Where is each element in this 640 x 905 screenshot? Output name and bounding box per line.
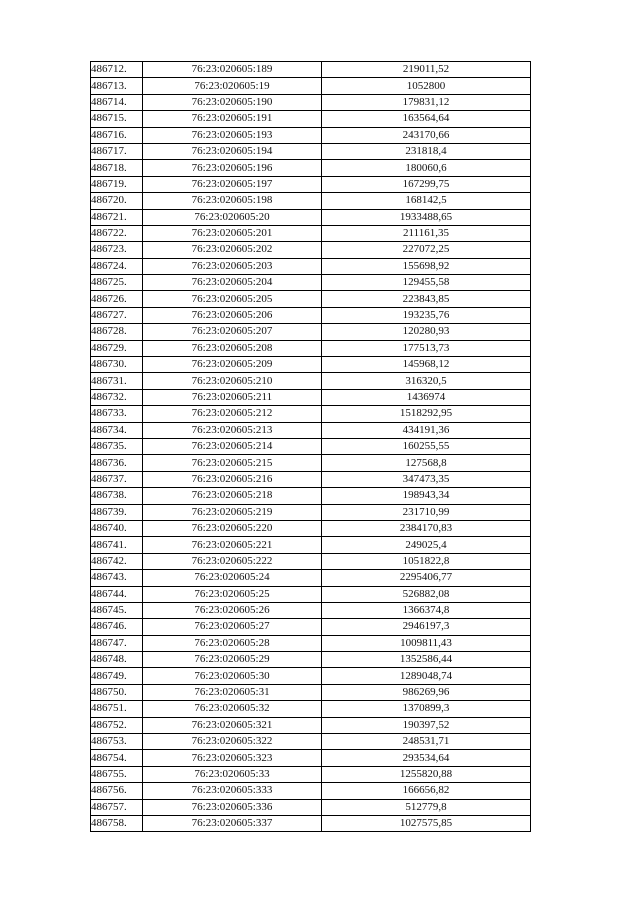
cadastral-number-cell: 76:23:020605:216 xyxy=(143,471,322,487)
table-row xyxy=(91,471,531,487)
row-number-cell: 486753. xyxy=(91,734,143,750)
table-row xyxy=(91,520,531,536)
row-number-cell: 486716. xyxy=(91,127,143,143)
cadastral-number-cell: 76:23:020605:323 xyxy=(143,750,322,766)
table-row xyxy=(91,62,531,78)
value-cell: 179831,12 xyxy=(322,94,531,110)
value-cell: 163564,64 xyxy=(322,111,531,127)
cadastral-number-cell: 76:23:020605:220 xyxy=(143,520,322,536)
value-cell: 1352586,44 xyxy=(322,652,531,668)
value-cell: 243170,66 xyxy=(322,127,531,143)
row-number-cell: 486755. xyxy=(91,766,143,782)
row-number-cell: 486734. xyxy=(91,422,143,438)
cadastral-number-cell: 76:23:020605:193 xyxy=(143,127,322,143)
table-row xyxy=(91,176,531,192)
value-cell: 231710,99 xyxy=(322,504,531,520)
value-cell: 166656,82 xyxy=(322,783,531,799)
value-cell: 293534,64 xyxy=(322,750,531,766)
row-number-cell: 486743. xyxy=(91,570,143,586)
table-row xyxy=(91,225,531,241)
table-row xyxy=(91,291,531,307)
row-number-cell: 486745. xyxy=(91,602,143,618)
row-number-cell: 486754. xyxy=(91,750,143,766)
value-cell: 227072,25 xyxy=(322,242,531,258)
row-number-cell: 486736. xyxy=(91,455,143,471)
cadastral-number-cell: 76:23:020605:28 xyxy=(143,635,322,651)
cadastral-number-cell: 76:23:020605:322 xyxy=(143,734,322,750)
row-number-cell: 486737. xyxy=(91,471,143,487)
cadastral-number-cell: 76:23:020605:212 xyxy=(143,406,322,422)
row-number-cell: 486724. xyxy=(91,258,143,274)
table-row xyxy=(91,143,531,159)
cadastral-number-cell: 76:23:020605:196 xyxy=(143,160,322,176)
row-number-cell: 486712. xyxy=(91,62,143,78)
value-cell: 120280,93 xyxy=(322,324,531,340)
value-cell: 249025,4 xyxy=(322,537,531,553)
cadastral-number-cell: 76:23:020605:197 xyxy=(143,176,322,192)
value-cell: 223843,85 xyxy=(322,291,531,307)
row-number-cell: 486733. xyxy=(91,406,143,422)
cadastral-number-cell: 76:23:020605:215 xyxy=(143,455,322,471)
row-number-cell: 486757. xyxy=(91,799,143,815)
table-row xyxy=(91,406,531,422)
value-cell: 198943,34 xyxy=(322,488,531,504)
value-cell: 248531,71 xyxy=(322,734,531,750)
cadastral-number-cell: 76:23:020605:25 xyxy=(143,586,322,602)
value-cell: 2946197,3 xyxy=(322,619,531,635)
value-cell: 1052800 xyxy=(322,78,531,94)
value-cell: 219011,52 xyxy=(322,62,531,78)
cadastral-number-cell: 76:23:020605:204 xyxy=(143,275,322,291)
cadastral-number-cell: 76:23:020605:206 xyxy=(143,307,322,323)
row-number-cell: 486727. xyxy=(91,307,143,323)
table-row xyxy=(91,422,531,438)
value-cell: 1933488,65 xyxy=(322,209,531,225)
table-row xyxy=(91,504,531,520)
cadastral-number-cell: 76:23:020605:30 xyxy=(143,668,322,684)
value-cell: 1366374,8 xyxy=(322,602,531,618)
table-row xyxy=(91,553,531,569)
cadastral-number-cell: 76:23:020605:333 xyxy=(143,783,322,799)
value-cell: 211161,35 xyxy=(322,225,531,241)
value-cell: 1436974 xyxy=(322,389,531,405)
value-cell: 1027575,85 xyxy=(322,815,531,831)
table-row xyxy=(91,734,531,750)
cadastral-number-cell: 76:23:020605:26 xyxy=(143,602,322,618)
value-cell: 160255,55 xyxy=(322,438,531,454)
value-cell: 168142,5 xyxy=(322,193,531,209)
table-row xyxy=(91,389,531,405)
cadastral-number-cell: 76:23:020605:218 xyxy=(143,488,322,504)
table-row xyxy=(91,799,531,815)
table-row xyxy=(91,586,531,602)
cadastral-number-cell: 76:23:020605:336 xyxy=(143,799,322,815)
row-number-cell: 486715. xyxy=(91,111,143,127)
table-row xyxy=(91,455,531,471)
row-number-cell: 486742. xyxy=(91,553,143,569)
value-cell: 1051822,8 xyxy=(322,553,531,569)
table-row xyxy=(91,357,531,373)
value-cell: 1289048,74 xyxy=(322,668,531,684)
row-number-cell: 486720. xyxy=(91,193,143,209)
cadastral-number-cell: 76:23:020605:213 xyxy=(143,422,322,438)
row-number-cell: 486722. xyxy=(91,225,143,241)
table-row xyxy=(91,324,531,340)
cadastral-number-cell: 76:23:020605:203 xyxy=(143,258,322,274)
row-number-cell: 486749. xyxy=(91,668,143,684)
row-number-cell: 486729. xyxy=(91,340,143,356)
table-row xyxy=(91,537,531,553)
cadastral-number-cell: 76:23:020605:337 xyxy=(143,815,322,831)
cadastral-number-cell: 76:23:020605:201 xyxy=(143,225,322,241)
value-cell: 434191,36 xyxy=(322,422,531,438)
row-number-cell: 486723. xyxy=(91,242,143,258)
table-row xyxy=(91,635,531,651)
row-number-cell: 486730. xyxy=(91,357,143,373)
table-row xyxy=(91,684,531,700)
table-row xyxy=(91,160,531,176)
cadastral-number-cell: 76:23:020605:194 xyxy=(143,143,322,159)
value-cell: 2384170,83 xyxy=(322,520,531,536)
table-row xyxy=(91,602,531,618)
row-number-cell: 486750. xyxy=(91,684,143,700)
row-number-cell: 486717. xyxy=(91,143,143,159)
value-cell: 1255820,88 xyxy=(322,766,531,782)
table-row xyxy=(91,783,531,799)
cadastral-number-cell: 76:23:020605:214 xyxy=(143,438,322,454)
table-row xyxy=(91,78,531,94)
table-row xyxy=(91,127,531,143)
cadastral-number-cell: 76:23:020605:19 xyxy=(143,78,322,94)
table-row xyxy=(91,258,531,274)
value-cell: 190397,52 xyxy=(322,717,531,733)
row-number-cell: 486721. xyxy=(91,209,143,225)
value-cell: 177513,73 xyxy=(322,340,531,356)
table-row xyxy=(91,652,531,668)
cadastral-number-cell: 76:23:020605:29 xyxy=(143,652,322,668)
row-number-cell: 486725. xyxy=(91,275,143,291)
cadastral-number-cell: 76:23:020605:210 xyxy=(143,373,322,389)
row-number-cell: 486728. xyxy=(91,324,143,340)
value-cell: 986269,96 xyxy=(322,684,531,700)
value-cell: 193235,76 xyxy=(322,307,531,323)
table-row xyxy=(91,668,531,684)
table-row xyxy=(91,750,531,766)
value-cell: 512779,8 xyxy=(322,799,531,815)
cadastral-number-cell: 76:23:020605:31 xyxy=(143,684,322,700)
table-row xyxy=(91,275,531,291)
value-cell: 127568,8 xyxy=(322,455,531,471)
cadastral-number-cell: 76:23:020605:24 xyxy=(143,570,322,586)
cadastral-number-cell: 76:23:020605:207 xyxy=(143,324,322,340)
row-number-cell: 486756. xyxy=(91,783,143,799)
table-row xyxy=(91,570,531,586)
table-row xyxy=(91,94,531,110)
table-row xyxy=(91,815,531,831)
cadastral-number-cell: 76:23:020605:27 xyxy=(143,619,322,635)
value-cell: 316320,5 xyxy=(322,373,531,389)
cadastral-number-cell: 76:23:020605:189 xyxy=(143,62,322,78)
row-number-cell: 486714. xyxy=(91,94,143,110)
row-number-cell: 486752. xyxy=(91,717,143,733)
row-number-cell: 486747. xyxy=(91,635,143,651)
cadastral-table xyxy=(90,61,531,832)
table-row xyxy=(91,209,531,225)
table-row xyxy=(91,373,531,389)
value-cell: 1518292,95 xyxy=(322,406,531,422)
value-cell: 167299,75 xyxy=(322,176,531,192)
table-row xyxy=(91,717,531,733)
cadastral-number-cell: 76:23:020605:190 xyxy=(143,94,322,110)
table-row xyxy=(91,111,531,127)
value-cell: 1009811,43 xyxy=(322,635,531,651)
cadastral-number-cell: 76:23:020605:32 xyxy=(143,701,322,717)
row-number-cell: 486713. xyxy=(91,78,143,94)
row-number-cell: 486738. xyxy=(91,488,143,504)
row-number-cell: 486718. xyxy=(91,160,143,176)
value-cell: 231818,4 xyxy=(322,143,531,159)
value-cell: 145968,12 xyxy=(322,357,531,373)
cadastral-number-cell: 76:23:020605:198 xyxy=(143,193,322,209)
cadastral-number-cell: 76:23:020605:219 xyxy=(143,504,322,520)
cadastral-number-cell: 76:23:020605:20 xyxy=(143,209,322,225)
table-row xyxy=(91,619,531,635)
cadastral-number-cell: 76:23:020605:202 xyxy=(143,242,322,258)
row-number-cell: 486732. xyxy=(91,389,143,405)
row-number-cell: 486744. xyxy=(91,586,143,602)
cadastral-table-body xyxy=(91,62,531,832)
table-row xyxy=(91,701,531,717)
cadastral-number-cell: 76:23:020605:191 xyxy=(143,111,322,127)
value-cell: 1370899,3 xyxy=(322,701,531,717)
cadastral-number-cell: 76:23:020605:221 xyxy=(143,537,322,553)
table-row xyxy=(91,438,531,454)
cadastral-number-cell: 76:23:020605:211 xyxy=(143,389,322,405)
value-cell: 180060,6 xyxy=(322,160,531,176)
table-row xyxy=(91,242,531,258)
cadastral-number-cell: 76:23:020605:209 xyxy=(143,357,322,373)
row-number-cell: 486746. xyxy=(91,619,143,635)
cadastral-number-cell: 76:23:020605:222 xyxy=(143,553,322,569)
cadastral-number-cell: 76:23:020605:33 xyxy=(143,766,322,782)
row-number-cell: 486751. xyxy=(91,701,143,717)
row-number-cell: 486735. xyxy=(91,438,143,454)
row-number-cell: 486740. xyxy=(91,520,143,536)
row-number-cell: 486758. xyxy=(91,815,143,831)
cadastral-number-cell: 76:23:020605:205 xyxy=(143,291,322,307)
cadastral-number-cell: 76:23:020605:208 xyxy=(143,340,322,356)
value-cell: 129455,58 xyxy=(322,275,531,291)
row-number-cell: 486748. xyxy=(91,652,143,668)
row-number-cell: 486731. xyxy=(91,373,143,389)
value-cell: 155698,92 xyxy=(322,258,531,274)
table-row xyxy=(91,488,531,504)
row-number-cell: 486739. xyxy=(91,504,143,520)
table-row xyxy=(91,766,531,782)
value-cell: 2295406,77 xyxy=(322,570,531,586)
row-number-cell: 486741. xyxy=(91,537,143,553)
value-cell: 526882,08 xyxy=(322,586,531,602)
table-row xyxy=(91,193,531,209)
row-number-cell: 486719. xyxy=(91,176,143,192)
row-number-cell: 486726. xyxy=(91,291,143,307)
table-row xyxy=(91,340,531,356)
value-cell: 347473,35 xyxy=(322,471,531,487)
cadastral-number-cell: 76:23:020605:321 xyxy=(143,717,322,733)
table-row xyxy=(91,307,531,323)
